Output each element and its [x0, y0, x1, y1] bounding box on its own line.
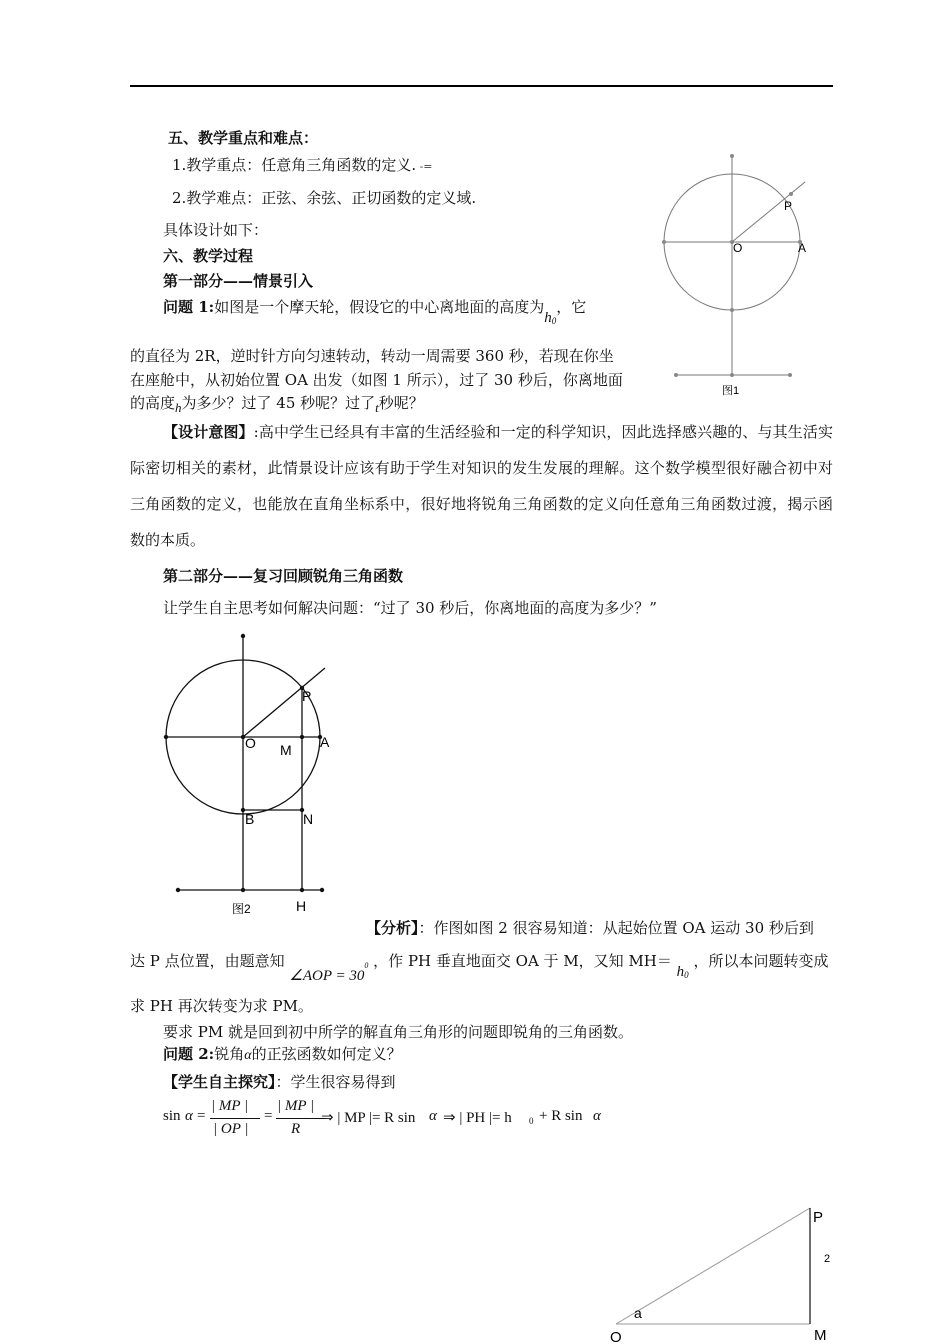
question-2: 问题 2:锐角α的正弦函数如何定义？	[163, 1045, 402, 1063]
fig1-radius-op	[732, 182, 805, 242]
student-exploration: 【学生自主探究】：学生很容易得到	[163, 1073, 396, 1091]
design-intro: 具体设计如下：	[163, 221, 269, 239]
part1-title: 第一部分——情景引入	[163, 272, 314, 290]
figure-3-right-triangle	[598, 1200, 838, 1344]
fig2-label-b: B	[245, 811, 255, 827]
fig1-caption: 图1	[722, 385, 740, 397]
fig2-caption: 图2	[232, 902, 251, 916]
fig2-label-m: M	[280, 742, 292, 758]
fig1-label-p: P	[784, 199, 793, 213]
figure-1-ferris-wheel	[660, 150, 830, 400]
key-point-1: 1.教学重点：任意角三角函数的定义. -=	[172, 156, 433, 174]
analysis-line-2: 达 P 点位置，由题意知 ∠AOP = $30^0$ ，作 PH 垂直地面交 OA 于 M，又知 $MH= h_0$ ，所以本问题转变成	[130, 952, 829, 984]
fig1-label-a: A	[798, 241, 807, 255]
fig2-label-o: O	[245, 735, 256, 751]
figure-2-geometry	[160, 628, 340, 920]
fig3-side-label: 2	[824, 1253, 831, 1265]
fig2-ray-op	[243, 668, 325, 737]
fig2-label-p: P	[302, 688, 312, 704]
analysis-line-1: 【分析】：作图如图 2 很容易知道：从起始位置 OA 运动 30 秒后到	[366, 919, 814, 937]
header-rule	[130, 85, 833, 87]
back-to-right-triangle: 要求 PM 就是回到初中所学的解直角三角形的问题即锐角的三角函数。	[163, 1023, 633, 1041]
question-1-line-3: 在座舱中，从初始位置 OA 出发（如图 1 所示），过了 30 秒后，你离地面	[130, 371, 623, 389]
question-1-line-4: 的高度h为多少？过了 45 秒呢？过了t秒呢？	[130, 394, 424, 415]
fig2-label-a: A	[320, 734, 330, 750]
section6-heading: 六、教学过程	[163, 247, 254, 265]
question-1-line-1: 问题 1:如图是一个摩天轮，假设它的中心离地面的高度为$h_0$，它	[163, 298, 587, 326]
fig1-label-o: O	[733, 241, 743, 255]
fig2-label-n: N	[303, 811, 314, 827]
question-1-line-2: 的直径为 2R，逆时针方向匀速转动，转动一周需要 360 秒，若现在你坐	[130, 347, 614, 365]
think-question: 让学生自主思考如何解决问题：“过了 30 秒后，你离地面的高度为多少？”	[163, 599, 657, 617]
part2-title: 第二部分——复习回顾锐角三角函数	[163, 567, 404, 585]
fig3-label-p: P	[813, 1209, 824, 1226]
section5-heading: 五、教学重点和难点：	[168, 129, 319, 147]
fig3-label-a: a	[634, 1305, 642, 1321]
fig3-label-o: O	[610, 1329, 622, 1344]
fig2-label-h: H	[296, 898, 307, 914]
key-point-2: 2.教学难点：正弦、余弦、正切函数的定义域.	[172, 189, 477, 207]
fig3-hypotenuse-op	[616, 1208, 810, 1324]
analysis-line-3: 求 PH 再次转变为求 PM。	[130, 997, 313, 1015]
design-intent-paragraph: 【设计意图】:高中学生已经具有丰富的生活经验和一定的科学知识，因此选择感兴趣的、与其生活实际密切相关的素材，此情景设计应该有助于学生对知识的发生发展的理解。这个数学模型很好融合初中对三角函数的定义，也能放在直角坐标系中，很好地将锐角三角函数的定义向任意角三角函数过渡，揭示函数的本质。	[130, 423, 833, 549]
fig3-label-m: M	[814, 1327, 827, 1344]
